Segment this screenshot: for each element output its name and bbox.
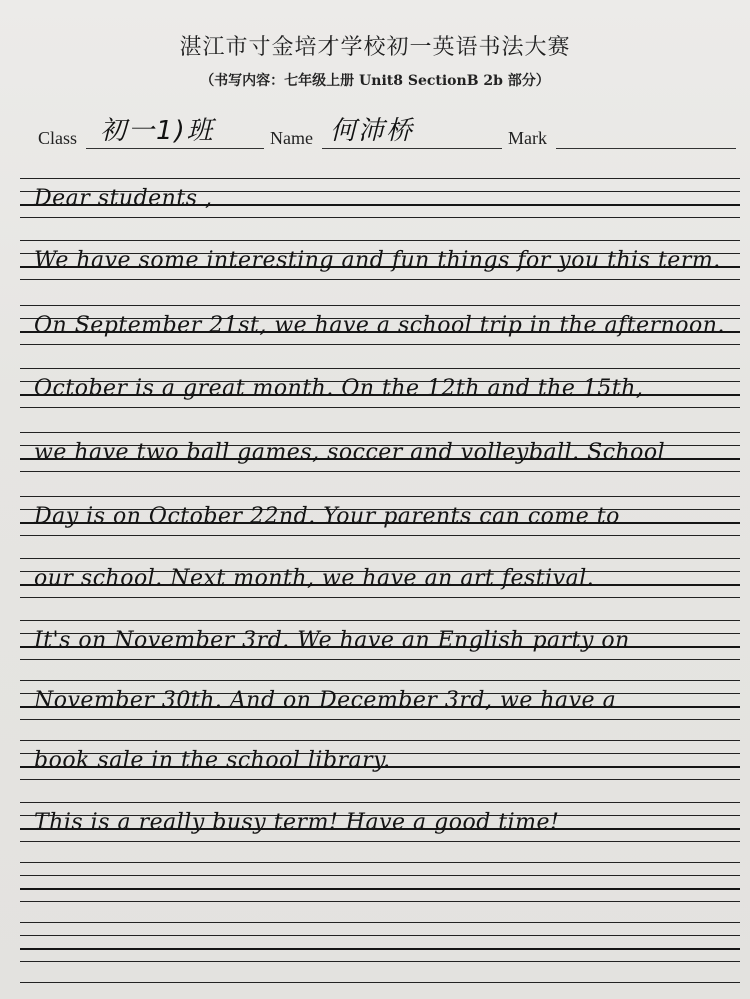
empty-writing-line [20,982,740,999]
mark-underline [556,148,736,149]
writing-line [20,305,740,363]
letter-line: It's on November 3rd. We have an English party on [34,628,630,653]
name-label: Name [270,128,313,148]
writing-line [20,802,740,860]
writing-line [20,368,740,426]
class-underline [86,148,264,149]
writing-line [20,620,740,678]
letter-line: book sale in the school library. [34,748,391,773]
letter-line: November 30th. And on December 3rd, we have a [34,688,617,713]
letter-line: we have two ball games, soccer and volleyball. School [34,440,666,465]
contest-subtitle: （书写内容：七年级上册 Unit8 SectionB 2b 部分） [200,73,550,89]
letter-line: Dear students , [34,186,213,211]
writing-line [20,178,740,236]
letter-line: On September 21st, we have a school trip in the afternoon. [34,313,725,338]
letter-line: Day is on October 22nd. Your parents can come to [34,504,620,529]
letter-line: This is a really busy term! Have a good time! [34,810,560,835]
letter-line: our school. Next month, we have an art festival. [34,566,595,591]
empty-writing-line [20,862,740,920]
writing-line [20,496,740,554]
writing-line [20,680,740,738]
class-label: Class [38,128,78,148]
writing-line [20,240,740,298]
letter-line: October is a great month. On the 12th and the 15th, [34,376,644,401]
mark-label: Mark [508,128,547,148]
writing-line [20,432,740,490]
empty-writing-line [20,922,740,980]
writing-line [20,740,740,798]
contest-title: 湛江市寸金培才学校初一英语书法大赛 [179,35,571,60]
name-value: 何沛桥 [330,116,415,146]
class-value: 初一1)班 [100,116,215,146]
name-underline [322,148,502,149]
writing-line [20,558,740,616]
letter-line: We have some interesting and fun things for you this term. [34,248,721,273]
